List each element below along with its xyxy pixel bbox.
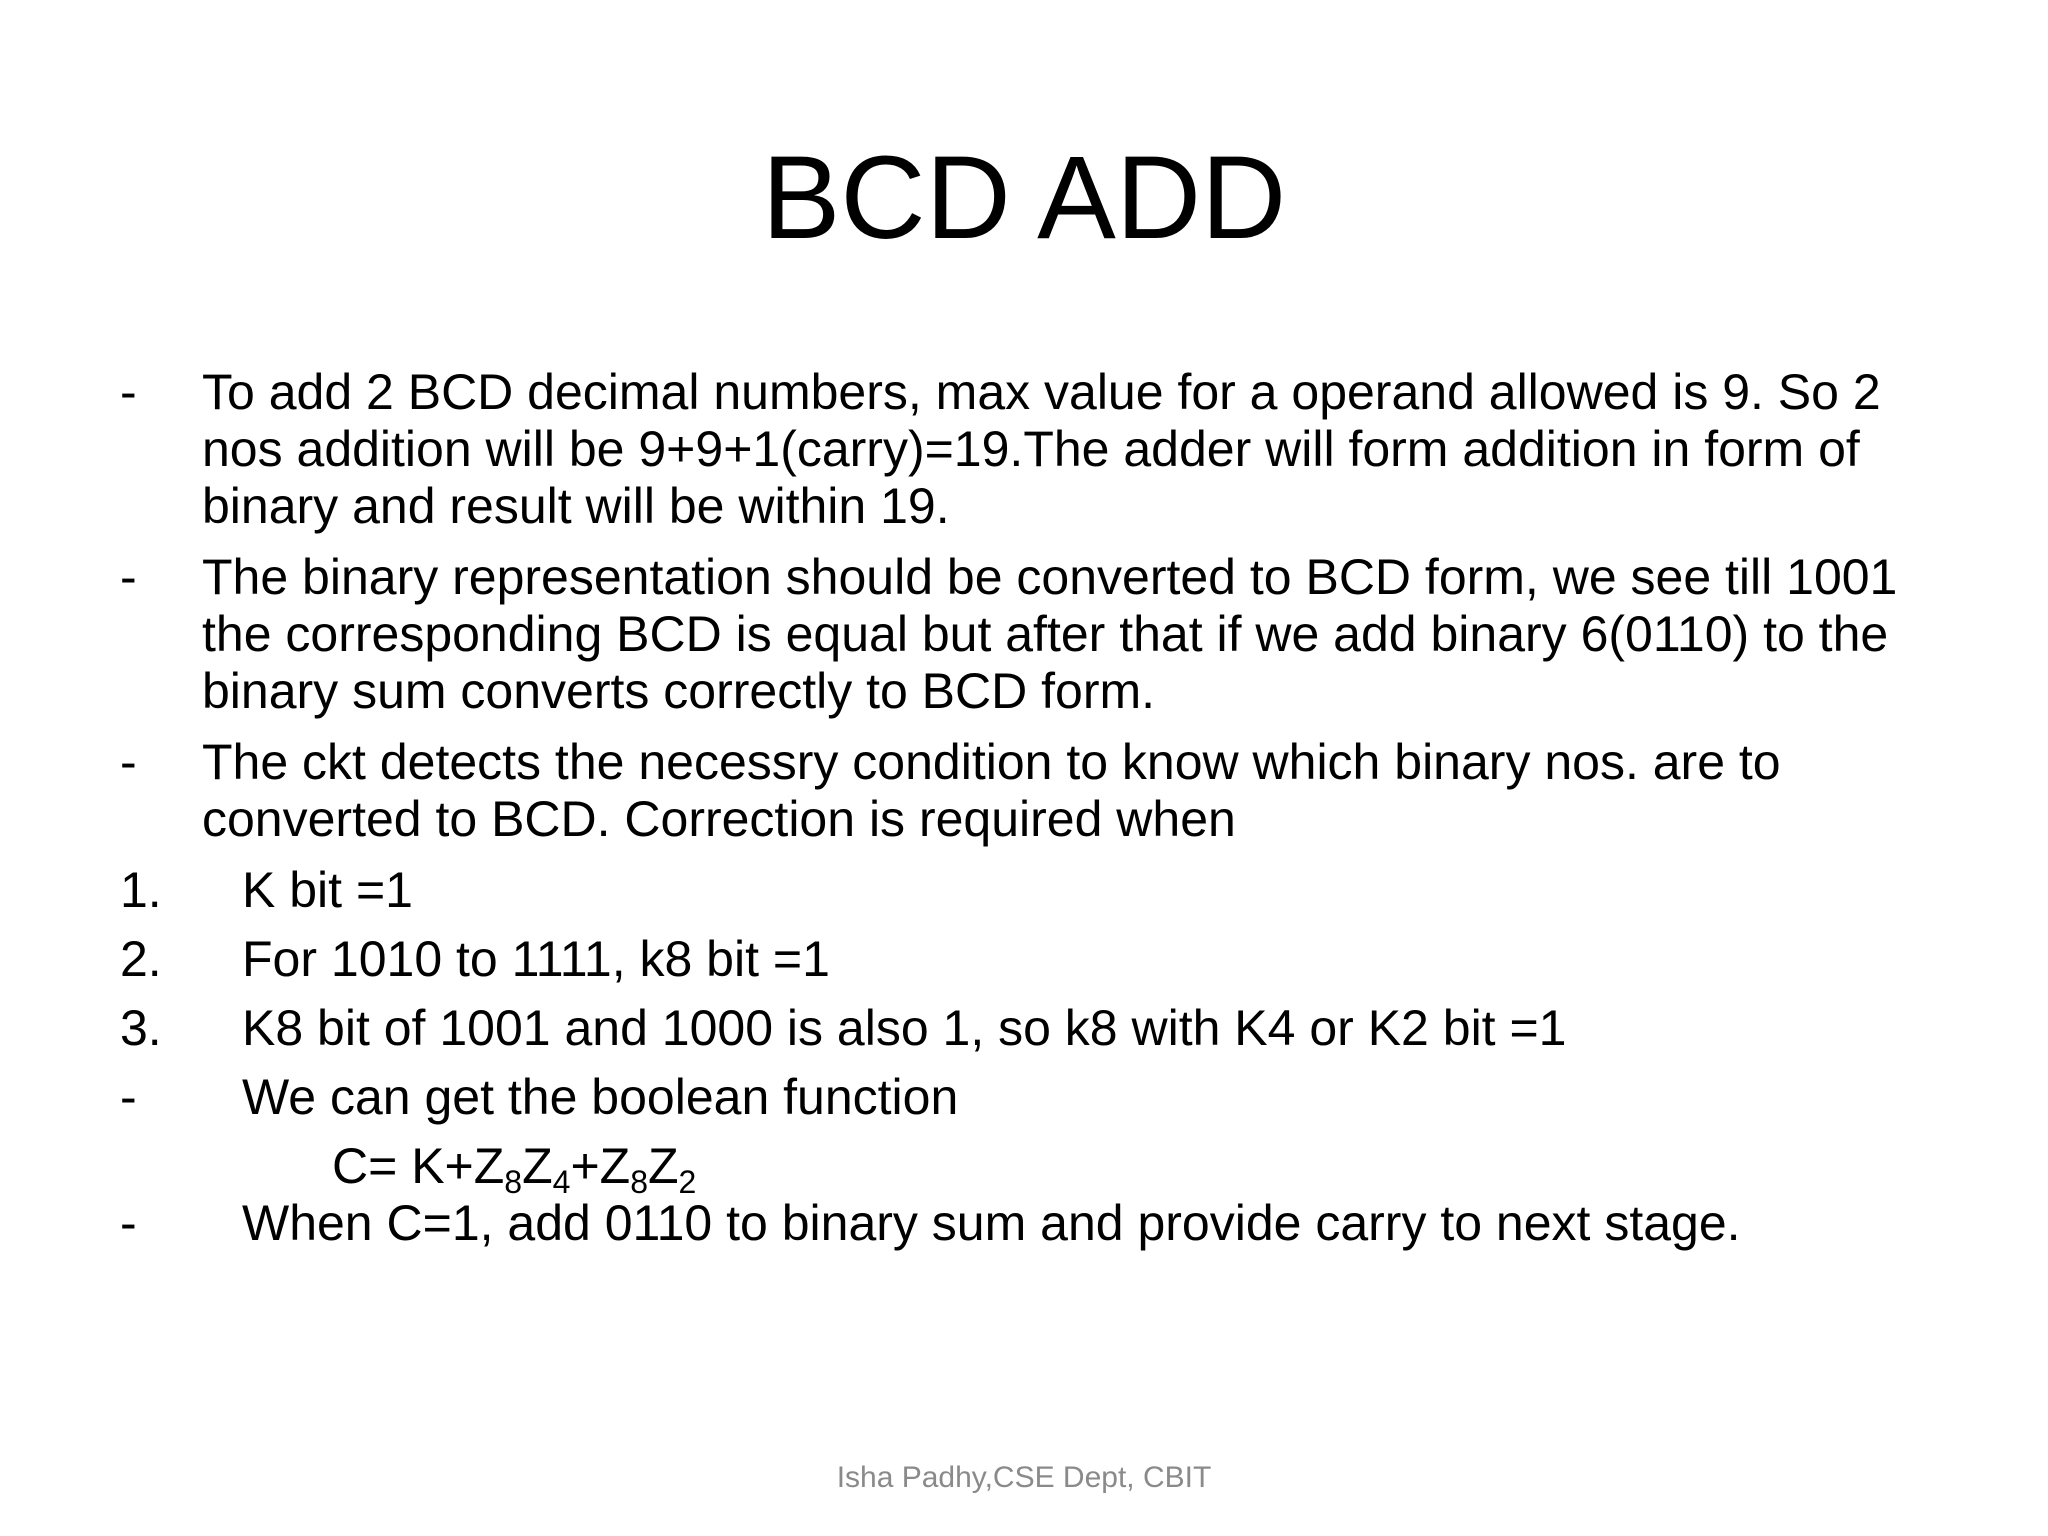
slide-content <box>120 364 1950 1252</box>
numbered-item <box>120 1000 1950 1057</box>
formula-subscript: 2 <box>678 1164 697 1200</box>
boolean-intro-text: We can get the boolean function <box>242 1069 959 1125</box>
formula-var: Z <box>599 1138 631 1194</box>
formula-plus: + <box>570 1138 600 1194</box>
formula-var: Z <box>647 1138 679 1194</box>
bullet-item <box>120 549 1950 720</box>
final-text: When C=1, add 0110 to binary sum and provide carry to next stage. <box>242 1195 1741 1251</box>
boolean-formula <box>332 1138 1950 1200</box>
formula-var: Z <box>473 1138 505 1194</box>
numbered-text: K bit =1 <box>242 862 413 918</box>
formula-subscript: 8 <box>630 1164 648 1200</box>
slide-footer: Isha Padhy,CSE Dept, CBIT <box>836 1461 1212 1494</box>
bullet-marker: - <box>120 1195 137 1251</box>
formula-var: Z <box>522 1138 553 1194</box>
number-marker: 1. <box>120 862 162 918</box>
bullet-text: To add 2 BCD decimal numbers, max value for a operand allowed is 9. So 2 nos addition will be 9+9+1(carry)=19.The adder will form addition in form of binary and result will be within 19. <box>202 364 1881 534</box>
final-item <box>120 1195 1950 1252</box>
numbered-item <box>120 931 1950 988</box>
boolean-intro-item <box>120 1069 1950 1126</box>
bullet-marker: - <box>120 734 137 790</box>
number-marker: 3. <box>120 1000 162 1056</box>
formula-subscript: 8 <box>504 1164 523 1200</box>
bullet-item <box>120 364 1950 535</box>
bullet-item <box>120 734 1950 848</box>
numbered-text: For 1010 to 1111, k8 bit =1 <box>242 931 830 987</box>
numbered-text: K8 bit of 1001 and 1000 is also 1, so k8 with K4 or K2 bit =1 <box>242 1000 1567 1056</box>
formula-lhs: C= K+ <box>332 1138 474 1194</box>
bullet-marker: - <box>120 1069 137 1125</box>
bullet-marker: - <box>120 549 137 605</box>
numbered-item <box>120 862 1950 919</box>
bullet-text: The binary representation should be converted to BCD form, we see till 1001 the corresponding BCD is equal but after that if we add binary 6(0110) to the binary sum converts correctly to BCD form. <box>202 549 1898 719</box>
slide-title: BCD ADD <box>761 132 1287 264</box>
bullet-text: The ckt detects the necessry condition to know which binary nos. are to converted to BCD. Correction is required when <box>202 734 1781 847</box>
number-marker: 2. <box>120 931 162 987</box>
bullet-marker: - <box>120 364 137 420</box>
formula-subscript: 4 <box>552 1164 571 1200</box>
